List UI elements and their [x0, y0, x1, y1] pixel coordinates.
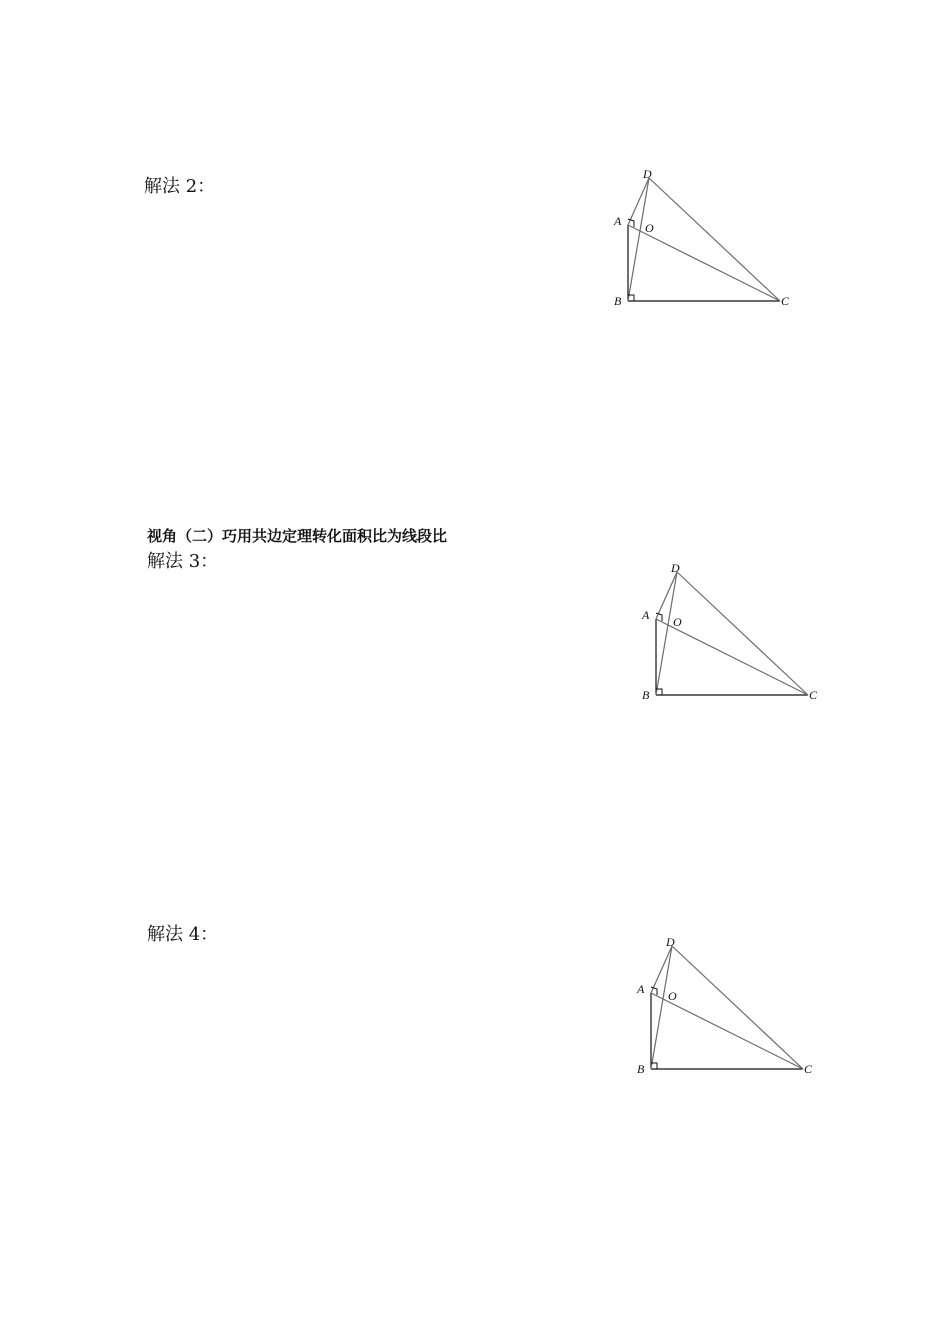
segment-BD	[651, 946, 672, 1069]
point-label-C: C	[781, 294, 790, 308]
point-label-B: B	[614, 294, 622, 308]
solution-2-label: 解法 2：	[144, 176, 216, 197]
point-label-O: O	[673, 615, 682, 629]
point-label-O: O	[645, 221, 654, 235]
solution-4-label: 解法 4：	[147, 924, 219, 945]
point-label-B: B	[637, 1062, 645, 1076]
point-label-B: B	[642, 688, 650, 702]
point-label-O: O	[668, 989, 677, 1003]
segment-AD	[628, 178, 649, 225]
segment-DC	[677, 572, 808, 695]
section-heading: 视角（二）巧用共边定理转化面积比为线段比	[147, 527, 448, 545]
segment-AC	[651, 993, 803, 1069]
segment-AC	[628, 225, 780, 301]
triangle-figure-1	[610, 163, 810, 313]
point-label-A: A	[637, 982, 645, 996]
segment-AD	[651, 946, 672, 993]
triangle-figure-3	[633, 931, 833, 1081]
segment-AD	[656, 572, 677, 619]
point-label-A: A	[614, 214, 622, 228]
point-label-C: C	[804, 1062, 813, 1076]
segment-AC	[656, 619, 808, 695]
segment-BD	[628, 178, 649, 301]
point-label-C: C	[809, 688, 818, 702]
point-label-D: D	[643, 167, 652, 181]
segment-DC	[672, 946, 803, 1069]
solution-3-label: 解法 3：	[147, 551, 219, 572]
segment-BD	[656, 572, 677, 695]
triangle-figure-2	[638, 557, 838, 707]
point-label-D: D	[671, 561, 680, 575]
point-label-A: A	[642, 608, 650, 622]
segment-DC	[649, 178, 780, 301]
point-label-D: D	[666, 935, 675, 949]
